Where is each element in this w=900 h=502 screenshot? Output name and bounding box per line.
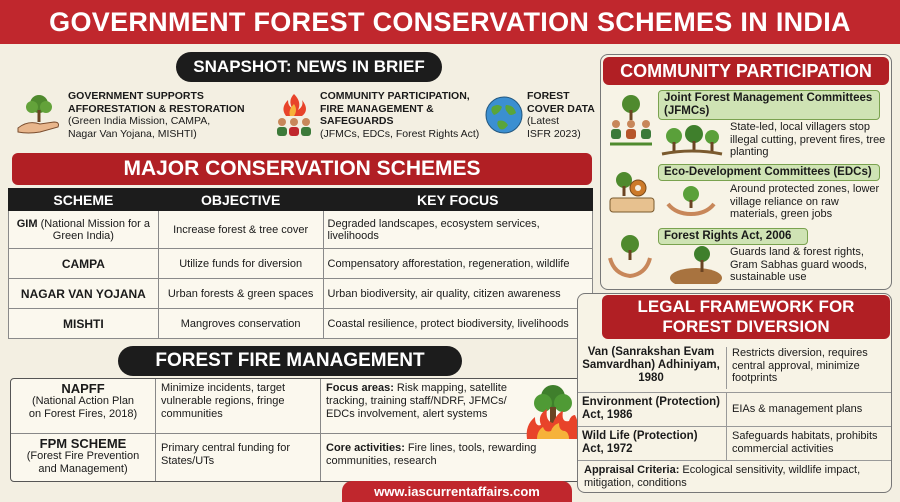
fire-heading: FOREST FIRE MANAGEMENT — [118, 346, 462, 376]
column-header: KEY FOCUS — [323, 189, 592, 211]
fire-row-fpm — [11, 434, 588, 481]
legal-desc: Restricts diversion, requires central approval, minimize footprints — [726, 347, 886, 389]
people-tree-icon — [606, 94, 656, 146]
fra-text: Guards land & forest rights, Gram Sabhas guard woods, sustainable use — [730, 246, 867, 283]
legal-row — [578, 392, 891, 426]
legal-desc: Safeguards habitats, prohibits commercial activities — [726, 427, 886, 460]
page-title: GOVERNMENT FOREST CONSERVATION SCHEMES IN INDIA — [0, 0, 900, 44]
scheme-name: GIM (National Mission for a Green India) — [9, 211, 159, 249]
schemes-table — [8, 188, 593, 339]
snapshot-heading: SNAPSHOT: NEWS IN BRIEF — [176, 52, 442, 82]
table-row — [9, 309, 593, 339]
edc-title: Eco-Development Committees (EDCs) — [658, 164, 880, 181]
snapshot-item-3: FOREST COVER DATA (Latest ISFR 2023) — [527, 90, 595, 140]
column-header: SCHEME — [9, 189, 159, 211]
table-row — [9, 211, 593, 249]
snapshot-item-2: COMMUNITY PARTICIPATION, FIRE MANAGEMENT & SAFEGUARDS (JFMCs, EDCs, Forest Rights Act) — [320, 90, 480, 140]
fire-focus: Focus areas: Risk mapping, satellite tracking, training staff/NDRF, JFMCs/ EDCs involvement, alert systems — [326, 382, 507, 420]
scheme-name: NAGAR VAN YOJANA — [9, 279, 159, 309]
mound-tree-icon — [668, 244, 724, 284]
sapling-hand-icon — [14, 92, 64, 138]
fire-focus: Core activities: Fire lines, tools, rewarding communities, research — [326, 442, 537, 467]
snapshot-item-1: GOVERNMENT SUPPORTS AFFORESTATION & RESTORATION (Green India Mission, CAMPA, Nagar Van Yojana, MISHTI) — [68, 90, 245, 140]
scheme-focus: Compensatory afforestation, regeneration, wildlife — [323, 249, 592, 279]
fire-objective: Primary central funding for States/UTs — [156, 434, 321, 481]
scheme-objective: Increase forest & tree cover — [158, 211, 323, 249]
legal-act: Wild Life (Protection) Act, 1972 — [582, 430, 698, 455]
legal-act: Van (Sanrakshan Evam Samvardhan) Adhiniyam, 1980 — [582, 346, 720, 384]
fire-scheme-name: FPM SCHEME (Forest Fire Prevention and Management) — [11, 434, 156, 481]
land-tree-icon — [606, 232, 654, 280]
burning-tree-icon — [523, 381, 583, 441]
fire-objective: Minimize incidents, target vulnerable regions, fringe communities — [156, 379, 321, 434]
legal-desc: EIAs & management plans — [726, 393, 886, 426]
table-row — [9, 249, 593, 279]
table-row — [9, 279, 593, 309]
scheme-objective: Mangroves conservation — [158, 309, 323, 339]
hands-sapling-icon — [666, 184, 716, 218]
column-header: OBJECTIVE — [158, 189, 323, 211]
website-link[interactable]: www.iascurrentaffairs.com — [342, 481, 572, 502]
schemes-heading: MAJOR CONSERVATION SCHEMES — [12, 153, 592, 185]
fra-title: Forest Rights Act, 2006 — [658, 228, 808, 245]
sapling-row-icon — [660, 124, 724, 158]
scheme-objective: Urban forests & green spaces — [158, 279, 323, 309]
scheme-focus: Degraded landscapes, ecosystem services, livelihoods — [323, 211, 592, 249]
fire-table — [10, 378, 590, 482]
scheme-focus: Urban biodiversity, air quality, citizen awareness — [323, 279, 592, 309]
fire-row-napff — [11, 379, 588, 434]
appraisal-criteria: Appraisal Criteria: Ecological sensitivity, wildlife impact, mitigation, conditions — [578, 460, 891, 492]
eco-hands-icon — [606, 168, 658, 216]
globe-icon — [484, 95, 524, 135]
legal-act: Environment (Protection) Act, 1986 — [582, 396, 721, 421]
jfmc-title: Joint Forest Management Committees (JFMCs) — [658, 90, 880, 120]
scheme-name: MISHTI — [9, 309, 159, 339]
community-heading: COMMUNITY PARTICIPATION — [603, 57, 889, 85]
jfmc-text: State-led, local villagers stop illegal cutting, prevent fires, tree planting — [730, 121, 886, 158]
scheme-objective: Utilize funds for diversion — [158, 249, 323, 279]
edc-text: Around protected zones, lower village reliance on raw materials, green jobs — [730, 183, 880, 220]
fire-people-icon — [272, 92, 316, 136]
scheme-name: CAMPA — [9, 249, 159, 279]
scheme-focus: Coastal resilience, protect biodiversity, livelihoods — [323, 309, 592, 339]
fire-scheme-name: NAPFF (National Action Plan on Forest Fires, 2018) — [11, 379, 156, 434]
legal-row — [578, 426, 891, 460]
legal-row — [578, 342, 891, 392]
legal-heading: LEGAL FRAMEWORK FOR FOREST DIVERSION — [602, 295, 890, 339]
